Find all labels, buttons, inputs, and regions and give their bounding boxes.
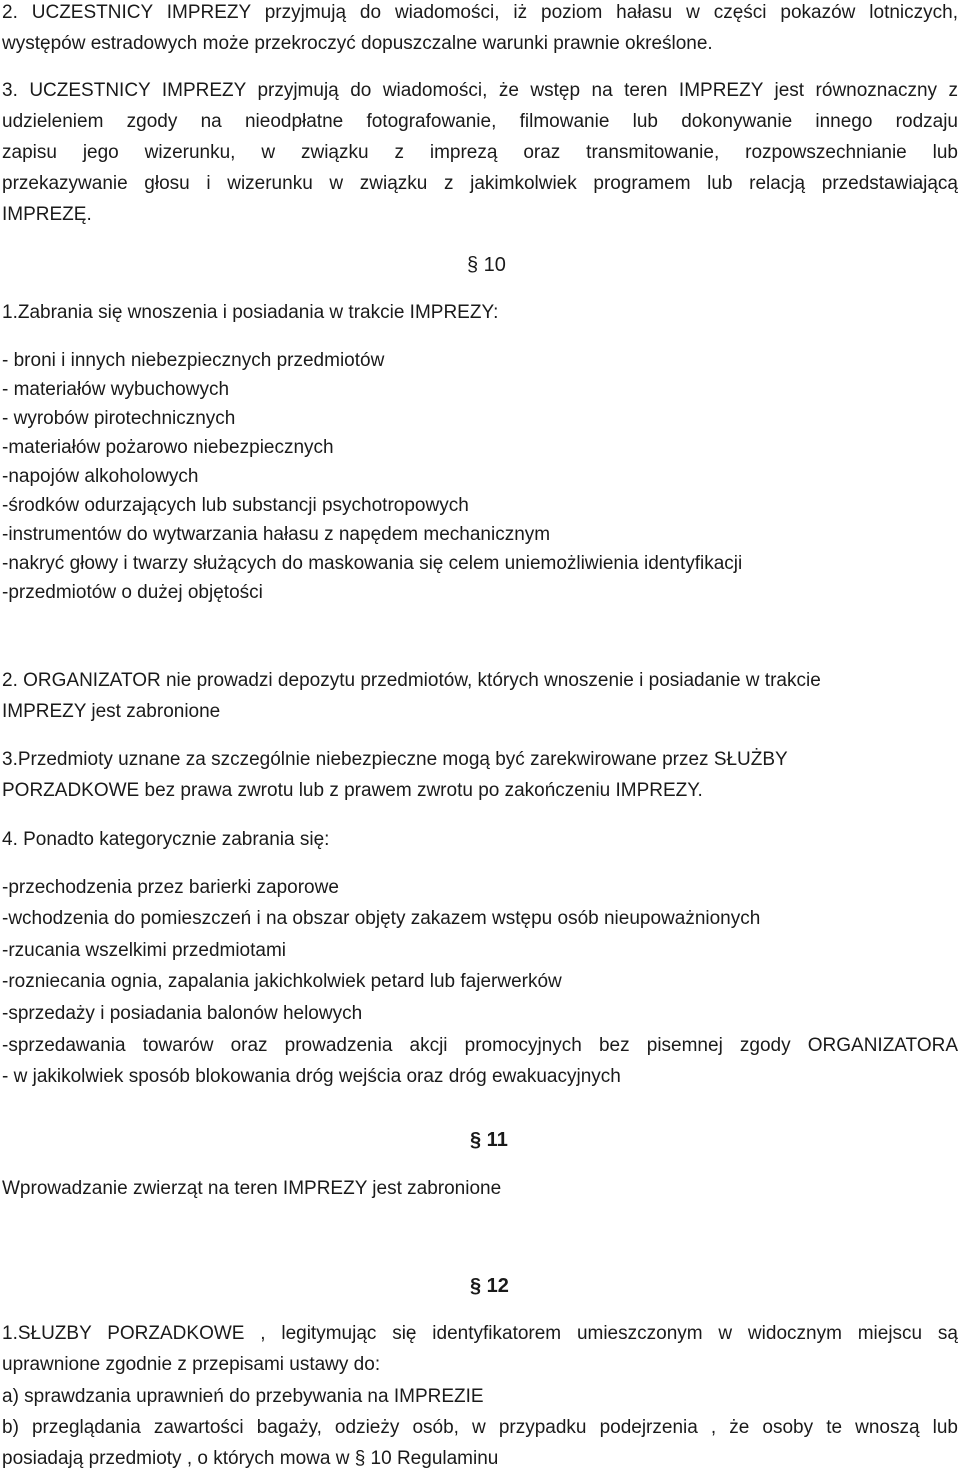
section-10-point-2-line-2: IMPREZY jest zabronione xyxy=(2,701,221,722)
section-10-item: - wyrobów pirotechnicznych xyxy=(2,408,236,429)
section-10-point-4-item: -rozniecania ognia, zapalania jakichkolwiek petard lub fajerwerków xyxy=(2,971,562,992)
section-10-item: -napojów alkoholowych xyxy=(2,466,199,487)
section-10-item: -środków odurzających lub substancji psychotropowych xyxy=(2,495,469,516)
section-12-line-3: a) sprawdzania uprawnień do przebywania na IMPREZIE xyxy=(2,1386,484,1407)
section-11-heading: § 11 xyxy=(470,1129,508,1151)
section-10-item: -nakryć głowy i twarzy służących do maskowania się celem uniemożliwienia identyfikacji xyxy=(2,553,743,574)
section-12-line-5: posiadają przedmioty , o których mowa w § 10 Regulaminu xyxy=(2,1448,499,1469)
section-11-text: Wprowadzanie zwierząt na teren IMPREZY jest zabronione xyxy=(2,1178,502,1199)
section-10-point-4-item: -rzucania wszelkimi przedmiotami xyxy=(2,940,287,961)
section-10-point-2-line-1: 2. ORGANIZATOR nie prowadzi depozytu przedmiotów, których wnoszenie i posiadanie w trakcie xyxy=(2,670,821,691)
section-10-point-4-item: - w jakikolwiek sposób blokowania dróg wejścia oraz dróg ewakuacyjnych xyxy=(2,1066,621,1087)
paragraph-3-line-2: udzieleniem zgody na nieodpłatne fotografowanie, filmowanie lub dokonywanie innego rodzaju xyxy=(2,111,958,132)
section-10-point-3-line-2: PORZADKOWE bez prawa zwrotu lub z prawem zwrotu po zakończeniu IMPREZY. xyxy=(2,780,703,801)
section-10-heading: § 10 xyxy=(467,254,506,276)
section-10-item: - materiałów wybuchowych xyxy=(2,379,230,400)
section-10-point-3-line-1: 3.Przedmioty uznane za szczególnie niebezpieczne mogą być zarekwirowane przez SŁUŻBY xyxy=(2,749,788,770)
section-10-point-4: 4. Ponadto kategorycznie zabrania się: xyxy=(2,829,330,850)
section-10-item: -przedmiotów o dużej objętości xyxy=(2,582,263,603)
section-10-point-4-item: -przechodzenia przez barierki zaporowe xyxy=(2,877,339,898)
paragraph-2-line-2: występów estradowych może przekroczyć dopuszczalne warunki prawnie określone. xyxy=(2,33,713,54)
section-10-item: -materiałów pożarowo niebezpiecznych xyxy=(2,437,334,458)
section-12-line-2: uprawnione zgodnie z przepisami ustawy do: xyxy=(2,1354,381,1375)
section-12-line-1: 1.SŁUZBY PORZADKOWE , legitymując się identyfikatorem umieszczonym w widocznym miejscu są xyxy=(2,1323,958,1344)
paragraph-3-line-1: 3. UCZESTNICY IMPREZY przyjmują do wiadomości, że wstęp na teren IMPREZY jest równoznaczny z xyxy=(2,80,958,101)
paragraph-3-line-4: przekazywanie głosu i wizerunku w związku z jakimkolwiek programem lub relacją przedstawiającą xyxy=(2,173,958,194)
paragraph-2-line-1: 2. UCZESTNICY IMPREZY przyjmują do wiadomości, iż poziom hałasu w części pokazów lotniczych, xyxy=(2,2,958,23)
section-10-item: -instrumentów do wytwarzania hałasu z napędem mechanicznym xyxy=(2,524,551,545)
section-10-intro: 1.Zabrania się wnoszenia i posiadania w trakcie IMPREZY: xyxy=(2,302,499,323)
section-10-point-4-item: -sprzedaży i posiadania balonów helowych xyxy=(2,1003,363,1024)
section-10-point-4-item: -sprzedawania towarów oraz prowadzenia akcji promocyjnych bez pisemnej zgody ORGANIZATORA xyxy=(2,1035,958,1056)
section-10-item: - broni i innych niebezpiecznych przedmiotów xyxy=(2,350,385,371)
section-12-heading: § 12 xyxy=(470,1275,509,1297)
section-10-point-4-item: -wchodzenia do pomieszczeń i na obszar objęty zakazem wstępu osób nieupoważnionych xyxy=(2,908,761,929)
paragraph-3-line-5: IMPREZĘ. xyxy=(2,204,92,225)
paragraph-3-line-3: zapisu jego wizerunku, w związku z imprezą oraz transmitowanie, rozpowszechnianie lub xyxy=(2,142,958,163)
section-12-line-4: b) przeglądania zawartości bagaży, odzieży osób, w przypadku podejrzenia , że osoby te wnoszą lub xyxy=(2,1417,958,1438)
